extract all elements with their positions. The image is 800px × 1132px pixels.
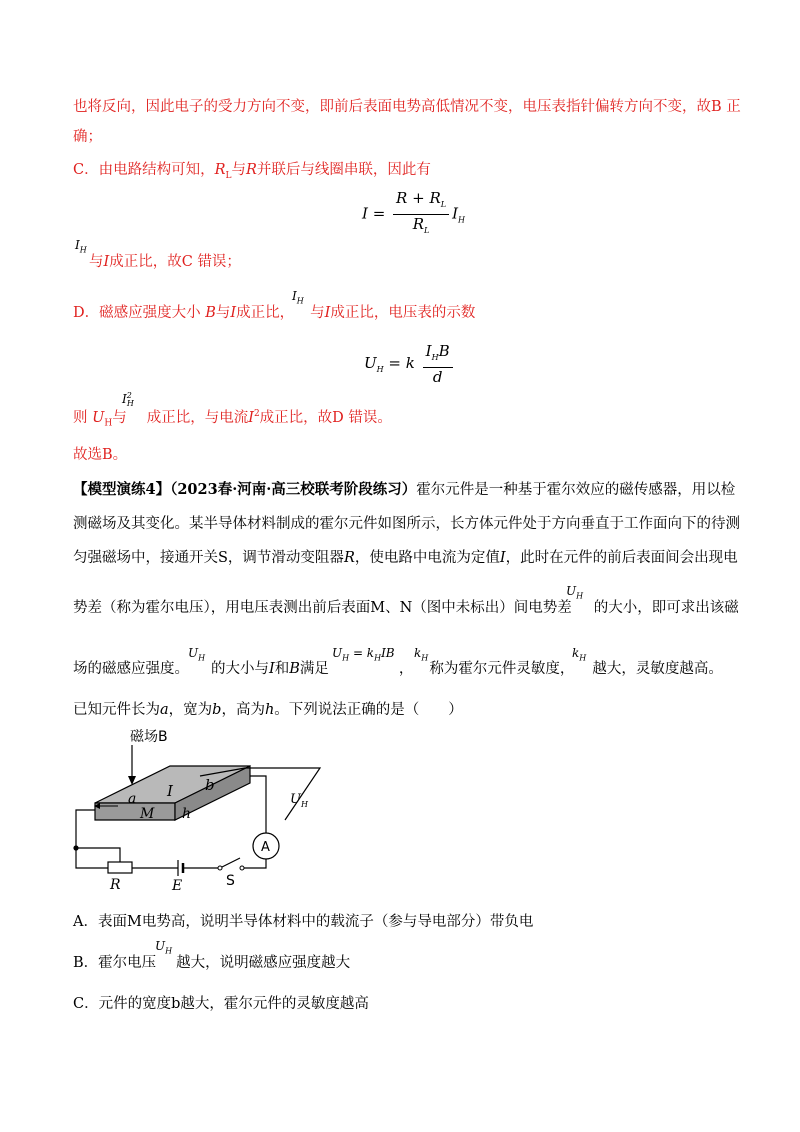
option-c: C．元件的宽度b越大，霍尔元件的灵敏度越高 [73,996,369,1012]
equation-hall-voltage: $U_H = k$ $\frac{I_HB}{d}$ [364,342,456,386]
analysis-option-d: D．磁感应强度大小 B与I成正比， 与I成正比，电压表的示数 [73,305,476,321]
question-line-1: 【模型演练4】（2023春·河南·高三校联考阶段练习）霍尔元件是一种基于霍尔效应的磁传感器，用以检 [73,481,736,498]
question-line-5: 场的磁感应强度。 的大小与I和B满足 ， 称为霍尔元件灵敏度， 越大，灵敏度越高。 [73,661,723,677]
equation-u-h-kh-ib: $U_H = k_HIB$ [332,646,395,663]
label-length: a [128,791,137,807]
analysis-option-c: C．由电路结构可知，$R_L$与R并联后与线圈串联，因此有 [73,162,431,181]
label-switch: S [226,873,235,889]
ammeter-label: A [261,840,270,855]
symbol-u-h-option-b: $U_H$ [155,939,173,956]
analysis-line-2: 确； [73,129,102,145]
label-battery: E [172,878,183,894]
analysis-conclusion: 则 $U_H$与 成正比，与电流$I^2$成正比，故D 错误。 [73,409,392,429]
label-current: I [167,782,173,800]
question-line-4: 势差（称为霍尔电压），用电压表测出前后表面M、N（图中未标出）间电势差 的大小，即可求出该磁 [73,600,739,616]
symbol-i-h: $I_H$ [75,238,87,255]
label-height: h [182,806,192,822]
analysis-line-1: 也将反向，因此电子的受力方向不变，即前后表面电势高低情况不变，电压表指针偏转方向不变，故B 正 [73,99,741,115]
symbol-k-h-1: $k_H$ [414,646,429,663]
option-a: A．表面M电势高，说明半导体材料中的载流子（参与导电部分）带负电 [73,914,534,930]
label-surface-m: M [140,806,155,822]
symbol-i-h-squared: $I^2_H$ [122,391,134,409]
hall-element-circuit-diagram [70,728,340,898]
symbol-k-h-2: $k_H$ [572,646,587,663]
symbol-u-h-1: $U_H$ [566,584,584,601]
question-line-6: 已知元件长为a，宽为b，高为h。下列说法正确的是（ ） [73,702,463,718]
symbol-u-h-2: $U_H$ [188,646,206,663]
question-line-2: 测磁场及其变化。某半导体材料制成的霍尔元件如图所示，长方体元件处于方向垂直于工作面向下的待测 [73,516,740,532]
label-rheostat: R [110,877,121,893]
label-field: 磁场B [130,729,168,745]
symbol-i-h-d: $I_H$ [292,289,304,306]
label-hall-voltage: $U_H$ [290,792,308,809]
equation-current: I = $\frac{R + R_L}{R_L}$ $I_H$ [362,189,465,235]
question-line-3: 匀强磁场中，接通开关S，调节滑动变阻器R，使电路中电流为定值I，此时在元件的前后表面间会出现电 [73,550,738,566]
analysis-option-c-line-2: 与I成正比，故C 错误； [89,254,241,270]
option-b: B．霍尔电压 越大，说明磁感应强度越大 [73,955,351,971]
analysis-answer: 故选B。 [73,447,128,463]
label-width: b [205,776,215,794]
